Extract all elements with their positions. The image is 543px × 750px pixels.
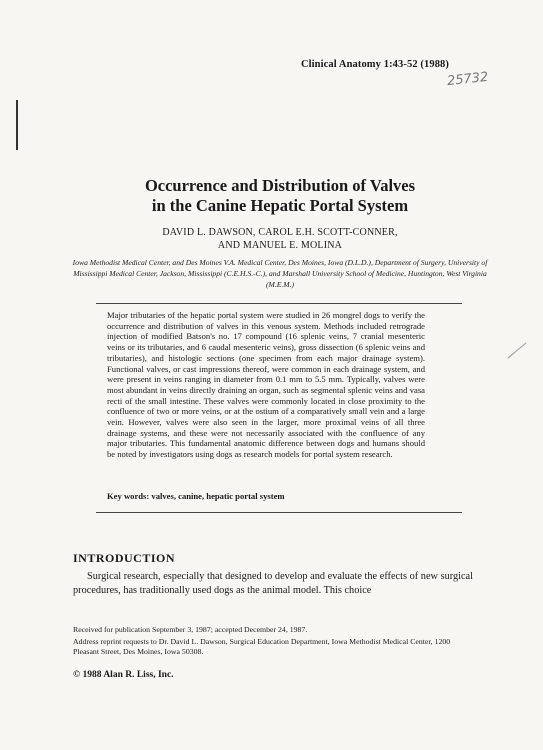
received-dates: Received for publication September 3, 1987; accepted December 24, 1987. — [73, 625, 308, 634]
authors-line-2: AND MANUEL E. MOLINA — [217, 240, 343, 251]
authors — [60, 226, 500, 252]
abstract-top-rule — [96, 303, 462, 304]
affiliations: Iowa Methodist Medical Center, and Des Moines V.A. Medical Center, Des Moines, Iowa (D.L.D.), Department of Surgery, University of Mississippi Medical Center, Jackson, Mississippi (C.E.H.S.-C.), and Marshall University School of Medicine, Huntington, West Virginia (M.E.M.) — [72, 258, 488, 289]
handwritten-note: 25732 — [446, 69, 490, 90]
abstract: Major tributaries of the hepatic portal system were studied in 26 mongrel dogs to verify the occurrence and distribution of valves in this venous system. Methods included retrograde injection of modified Batson's no. 17 compound (16 splenic veins, 7 cranial mesenteric veins or its tributaries, and 6 caudal mesenteric veins), gross dissection (6 splenic veins and tributaries), and histologic sections (one specimen from each major drainage system). Functional valves, or cast impressions thereof, were common in each drainage system, and were present in veins ranging in diameter from 0.1 mm to 5.5 mm. Typically, valves were most abundant in veins directly draining an organ, such as segmental splenic veins and vasa recti of the small intestine. These valves were commonly located in close proximity to the confluence of two or more veins, or at the ostium of a comparatively small vein and a large vein. However, valves were also seen in the larger, more proximal veins of all three drainage systems, and these were not necessarily associated with the confluence of any major tributaries. This fundamental anatomic difference between dogs and humans should be noted by investigators using dogs as research models for portal system research. — [107, 310, 425, 460]
article-title — [60, 176, 500, 216]
abstract-bottom-rule — [96, 512, 462, 513]
pencil-mark — [507, 342, 526, 358]
section-heading-introduction: INTRODUCTION — [73, 551, 176, 565]
title-line-1: Occurrence and Distribution of Valves — [144, 176, 416, 195]
copyright: © 1988 Alan R. Liss, Inc. — [73, 670, 174, 680]
authors-line-1: DAVID L. DAWSON, CAROL E.H. SCOTT-CONNER, — [162, 227, 398, 238]
scan-margin-mark — [16, 100, 18, 150]
reprint-address: Address reprint requests to Dr. David L. Dawson, Surgical Education Department, Iowa Methodist Medical Center, 1200 Pleasant Street, Des Moines, Iowa 50308. — [73, 637, 451, 656]
keywords: Key words: valves, canine, hepatic portal system — [107, 491, 285, 501]
introduction-paragraph: Surgical research, especially that designed to develop and evaluate the effects of new surgical procedures, has traditionally used dogs as the animal model. This choice — [73, 571, 473, 596]
journal-reference: Clinical Anatomy 1:43-52 (1988) — [300, 59, 449, 70]
title-line-2: in the Canine Hepatic Portal System — [151, 196, 409, 215]
